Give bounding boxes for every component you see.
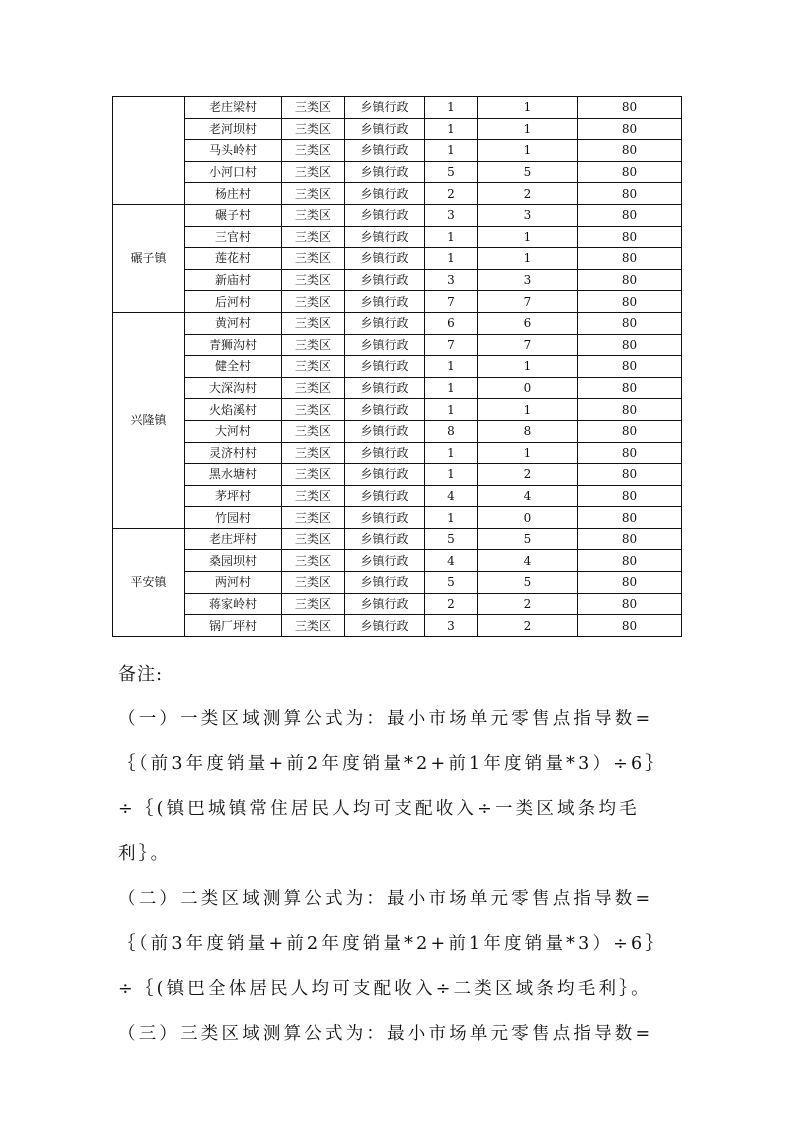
value-cell: 80 <box>578 140 682 162</box>
village-name-cell: 杨庄村 <box>185 183 282 205</box>
count-b-cell: 2 <box>478 183 578 205</box>
count-a-cell: 5 <box>425 572 478 594</box>
village-name-cell: 桑园坝村 <box>185 550 282 572</box>
zone-cell: 三类区 <box>282 291 345 313</box>
village-name-cell: 老庄梁村 <box>185 97 282 119</box>
notes-heading: 备注: <box>118 664 164 685</box>
count-b-cell: 1 <box>478 442 578 464</box>
admin-type-cell: 乡镇行政 <box>345 572 425 594</box>
table-row <box>113 291 682 313</box>
village-name-cell: 老庄坪村 <box>185 528 282 550</box>
count-b-cell: 4 <box>478 485 578 507</box>
note-line: （二）二类区域测算公式为：最小市场单元零售点指导数= <box>118 889 654 909</box>
value-cell: 80 <box>578 269 682 291</box>
zone-cell: 三类区 <box>282 615 345 637</box>
count-b-cell: 2 <box>478 464 578 486</box>
village-name-cell: 三官村 <box>185 226 282 248</box>
village-name-cell: 青狮沟村 <box>185 334 282 356</box>
table-row <box>113 399 682 421</box>
value-cell: 80 <box>578 420 682 442</box>
admin-type-cell: 乡镇行政 <box>345 420 425 442</box>
count-a-cell: 7 <box>425 334 478 356</box>
count-a-cell: 7 <box>425 291 478 313</box>
table-row <box>113 485 682 507</box>
zone-cell: 三类区 <box>282 377 345 399</box>
count-b-cell: 7 <box>478 291 578 313</box>
value-cell: 80 <box>578 161 682 183</box>
value-cell: 80 <box>578 615 682 637</box>
admin-type-cell: 乡镇行政 <box>345 97 425 119</box>
village-name-cell: 黄河村 <box>185 312 282 334</box>
village-name-cell: 大河村 <box>185 420 282 442</box>
village-name-cell: 锅厂坪村 <box>185 615 282 637</box>
count-b-cell: 2 <box>478 615 578 637</box>
admin-type-cell: 乡镇行政 <box>345 550 425 572</box>
admin-type-cell: 乡镇行政 <box>345 204 425 226</box>
table-row <box>113 183 682 205</box>
value-cell: 80 <box>578 226 682 248</box>
admin-type-cell: 乡镇行政 <box>345 356 425 378</box>
note-line: ÷｛(镇巴城镇常住居民人均可支配收入÷一类区域条均毛 <box>118 799 640 819</box>
town-name-cell: 碾子镇 <box>113 204 185 312</box>
zone-cell: 三类区 <box>282 485 345 507</box>
zone-cell: 三类区 <box>282 161 345 183</box>
village-name-cell: 两河村 <box>185 572 282 594</box>
count-b-cell: 1 <box>478 356 578 378</box>
admin-type-cell: 乡镇行政 <box>345 226 425 248</box>
table-body <box>113 97 682 637</box>
table-row <box>113 269 682 291</box>
village-name-cell: 灵济村村 <box>185 442 282 464</box>
zone-cell: 三类区 <box>282 269 345 291</box>
zone-cell: 三类区 <box>282 118 345 140</box>
count-a-cell: 1 <box>425 507 478 529</box>
count-a-cell: 1 <box>425 140 478 162</box>
admin-type-cell: 乡镇行政 <box>345 161 425 183</box>
zone-cell: 三类区 <box>282 593 345 615</box>
zone-cell: 三类区 <box>282 356 345 378</box>
count-b-cell: 3 <box>478 204 578 226</box>
table-row <box>113 464 682 486</box>
table-row <box>113 528 682 550</box>
count-a-cell: 5 <box>425 528 478 550</box>
admin-type-cell: 乡镇行政 <box>345 507 425 529</box>
count-a-cell: 2 <box>425 183 478 205</box>
value-cell: 80 <box>578 248 682 270</box>
zone-cell: 三类区 <box>282 420 345 442</box>
village-name-cell: 莲花村 <box>185 248 282 270</box>
admin-type-cell: 乡镇行政 <box>345 334 425 356</box>
admin-type-cell: 乡镇行政 <box>345 485 425 507</box>
admin-type-cell: 乡镇行政 <box>345 118 425 140</box>
table-row <box>113 334 682 356</box>
table-row <box>113 507 682 529</box>
village-name-cell: 马头岭村 <box>185 140 282 162</box>
count-a-cell: 1 <box>425 248 478 270</box>
admin-type-cell: 乡镇行政 <box>345 442 425 464</box>
zone-cell: 三类区 <box>282 464 345 486</box>
count-a-cell: 1 <box>425 118 478 140</box>
zone-cell: 三类区 <box>282 226 345 248</box>
value-cell: 80 <box>578 572 682 594</box>
count-a-cell: 4 <box>425 550 478 572</box>
zone-cell: 三类区 <box>282 312 345 334</box>
count-b-cell: 4 <box>478 550 578 572</box>
value-cell: 80 <box>578 528 682 550</box>
zone-cell: 三类区 <box>282 183 345 205</box>
village-name-cell: 小河口村 <box>185 161 282 183</box>
village-name-cell: 蒋家岭村 <box>185 593 282 615</box>
admin-type-cell: 乡镇行政 <box>345 615 425 637</box>
note-line: ｛（前3年度销量+前2年度销量*2+前1年度销量*3）÷6｝ <box>118 754 667 774</box>
count-a-cell: 3 <box>425 269 478 291</box>
note-line: （三）三类区域测算公式为：最小市场单元零售点指导数= <box>118 1024 654 1044</box>
admin-type-cell: 乡镇行政 <box>345 183 425 205</box>
table-row <box>113 377 682 399</box>
village-name-cell: 碾子村 <box>185 204 282 226</box>
value-cell: 80 <box>578 464 682 486</box>
town-name-cell: 平安镇 <box>113 528 185 636</box>
value-cell: 80 <box>578 442 682 464</box>
count-a-cell: 1 <box>425 399 478 421</box>
admin-type-cell: 乡镇行政 <box>345 312 425 334</box>
zone-cell: 三类区 <box>282 399 345 421</box>
note-line: 利｝。 <box>118 844 172 864</box>
count-b-cell: 3 <box>478 269 578 291</box>
count-b-cell: 1 <box>478 399 578 421</box>
value-cell: 80 <box>578 291 682 313</box>
count-a-cell: 1 <box>425 464 478 486</box>
value-cell: 80 <box>578 485 682 507</box>
zone-cell: 三类区 <box>282 528 345 550</box>
value-cell: 80 <box>578 507 682 529</box>
table-row <box>113 118 682 140</box>
zone-cell: 三类区 <box>282 97 345 119</box>
count-a-cell: 2 <box>425 593 478 615</box>
zone-cell: 三类区 <box>282 507 345 529</box>
table-row <box>113 420 682 442</box>
value-cell: 80 <box>578 97 682 119</box>
value-cell: 80 <box>578 356 682 378</box>
count-a-cell: 1 <box>425 226 478 248</box>
notes-section <box>118 652 688 1057</box>
count-a-cell: 6 <box>425 312 478 334</box>
count-b-cell: 1 <box>478 248 578 270</box>
zone-cell: 三类区 <box>282 572 345 594</box>
zone-cell: 三类区 <box>282 334 345 356</box>
note-line: ÷｛(镇巴全体居民人均可支配收入÷二类区域条均毛利｝。 <box>118 979 652 999</box>
count-a-cell: 5 <box>425 161 478 183</box>
value-cell: 80 <box>578 183 682 205</box>
count-b-cell: 5 <box>478 161 578 183</box>
count-a-cell: 3 <box>425 204 478 226</box>
count-a-cell: 1 <box>425 377 478 399</box>
village-name-cell: 茅坪村 <box>185 485 282 507</box>
admin-type-cell: 乡镇行政 <box>345 140 425 162</box>
zone-cell: 三类区 <box>282 550 345 572</box>
table-row <box>113 140 682 162</box>
village-name-cell: 大深沟村 <box>185 377 282 399</box>
value-cell: 80 <box>578 312 682 334</box>
table-row <box>113 593 682 615</box>
zone-cell: 三类区 <box>282 442 345 464</box>
note-line: （一）一类区域测算公式为：最小市场单元零售点指导数= <box>118 709 654 729</box>
count-b-cell: 6 <box>478 312 578 334</box>
admin-type-cell: 乡镇行政 <box>345 248 425 270</box>
count-a-cell: 4 <box>425 485 478 507</box>
village-name-cell: 新庙村 <box>185 269 282 291</box>
village-name-cell: 健全村 <box>185 356 282 378</box>
count-a-cell: 8 <box>425 420 478 442</box>
admin-type-cell: 乡镇行政 <box>345 291 425 313</box>
count-b-cell: 1 <box>478 226 578 248</box>
count-b-cell: 8 <box>478 420 578 442</box>
count-b-cell: 5 <box>478 528 578 550</box>
value-cell: 80 <box>578 399 682 421</box>
table-row <box>113 312 682 334</box>
village-name-cell: 竹园村 <box>185 507 282 529</box>
table-row <box>113 615 682 637</box>
count-a-cell: 3 <box>425 615 478 637</box>
admin-type-cell: 乡镇行政 <box>345 399 425 421</box>
admin-type-cell: 乡镇行政 <box>345 528 425 550</box>
count-b-cell: 2 <box>478 593 578 615</box>
admin-type-cell: 乡镇行政 <box>345 269 425 291</box>
table-row <box>113 572 682 594</box>
count-a-cell: 1 <box>425 356 478 378</box>
table-row <box>113 442 682 464</box>
count-b-cell: 1 <box>478 97 578 119</box>
zone-cell: 三类区 <box>282 204 345 226</box>
village-name-cell: 后河村 <box>185 291 282 313</box>
count-b-cell: 1 <box>478 118 578 140</box>
table-row <box>113 550 682 572</box>
value-cell: 80 <box>578 204 682 226</box>
town-name-cell: 兴隆镇 <box>113 312 185 528</box>
count-a-cell: 1 <box>425 442 478 464</box>
village-name-cell: 黑水塘村 <box>185 464 282 486</box>
table-row <box>113 161 682 183</box>
count-b-cell: 0 <box>478 377 578 399</box>
value-cell: 80 <box>578 593 682 615</box>
table-row <box>113 248 682 270</box>
note-line: ｛（前3年度销量+前2年度销量*2+前1年度销量*3）÷6｝ <box>118 934 667 954</box>
table-row <box>113 97 682 119</box>
value-cell: 80 <box>578 550 682 572</box>
value-cell: 80 <box>578 334 682 356</box>
table-row <box>113 226 682 248</box>
count-b-cell: 0 <box>478 507 578 529</box>
town-name-cell <box>113 97 185 205</box>
admin-type-cell: 乡镇行政 <box>345 593 425 615</box>
count-b-cell: 1 <box>478 140 578 162</box>
table-row <box>113 204 682 226</box>
zone-cell: 三类区 <box>282 140 345 162</box>
count-b-cell: 5 <box>478 572 578 594</box>
village-name-cell: 老河坝村 <box>185 118 282 140</box>
village-outlet-table <box>112 96 682 637</box>
admin-type-cell: 乡镇行政 <box>345 377 425 399</box>
count-a-cell: 1 <box>425 97 478 119</box>
count-b-cell: 7 <box>478 334 578 356</box>
value-cell: 80 <box>578 118 682 140</box>
admin-type-cell: 乡镇行政 <box>345 464 425 486</box>
table-row <box>113 356 682 378</box>
value-cell: 80 <box>578 377 682 399</box>
zone-cell: 三类区 <box>282 248 345 270</box>
village-name-cell: 火焰溪村 <box>185 399 282 421</box>
